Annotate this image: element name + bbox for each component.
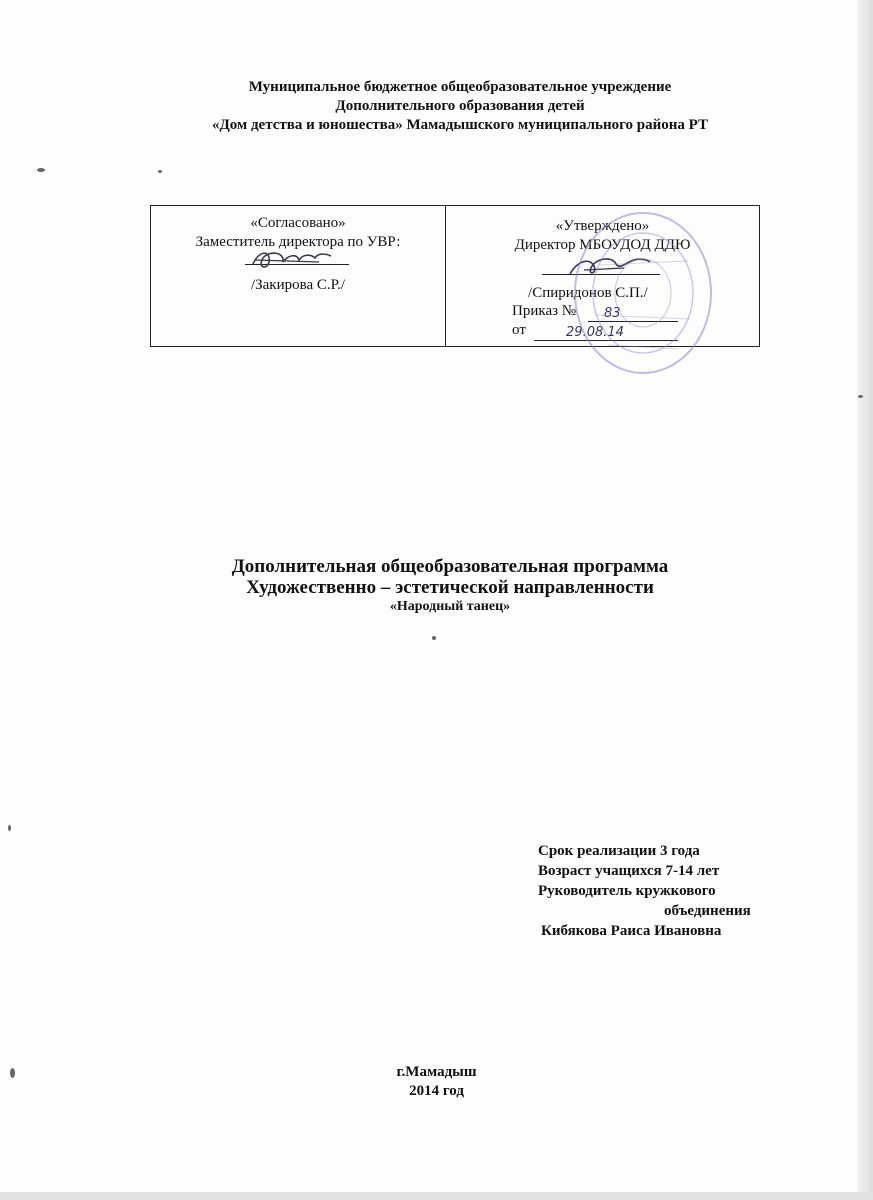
student-age: Возраст учащихся 7-14 лет (538, 863, 720, 879)
program-title-line-2: Художественно – эстетической направленности (246, 577, 654, 598)
approved-status: «Утверждено» (555, 218, 650, 234)
leader-title-line-1: Руководитель кружкового (538, 883, 716, 899)
order-number: 83 (604, 306, 621, 321)
program-name: «Народный танец» (389, 599, 511, 614)
scan-speck (158, 170, 162, 173)
program-title-block (0, 556, 873, 616)
leader-title-line-2: объединения (664, 903, 751, 919)
page-bottom-edge (0, 1192, 873, 1200)
agreed-person: /Закирова С.Р./ (250, 277, 346, 293)
scan-speck (432, 636, 436, 640)
scan-speck (8, 825, 11, 831)
institution-header (0, 78, 873, 135)
institution-line-1: Муниципальное бюджетное общеобразовательное учреждение (248, 79, 672, 95)
agreed-status: «Согласовано» (250, 215, 346, 231)
agreed-position: Заместитель директора по УВР: (195, 234, 401, 250)
institution-line-3: «Дом детства и юношества» Мамадышского муниципального района РТ (211, 117, 709, 133)
approved-person: /Спиридонов С.П./ (528, 285, 648, 301)
official-stamp (568, 205, 718, 380)
city: г.Мамадыш (396, 1064, 477, 1080)
program-title-line-1: Дополнительная общеобразовательная программа (231, 556, 669, 577)
scan-speck (37, 168, 45, 172)
scan-speck (858, 395, 863, 398)
program-details (538, 841, 751, 941)
approved-position: Директор МБОУДОД ДДЮ (514, 237, 691, 253)
year: 2014 год (409, 1083, 464, 1099)
leader-name: Кибякова Раиса Ивановна (541, 923, 722, 939)
institution-line-2: Дополнительного образования детей (335, 98, 585, 114)
order-label: Приказ № (512, 303, 577, 319)
agreed-cell (151, 206, 446, 346)
program-term: Срок реализации 3 года (538, 843, 700, 859)
agreed-signature (249, 246, 335, 272)
place-and-year (0, 1063, 873, 1101)
date-label: от (512, 322, 526, 338)
date-value: 29.08.14 (566, 325, 624, 340)
